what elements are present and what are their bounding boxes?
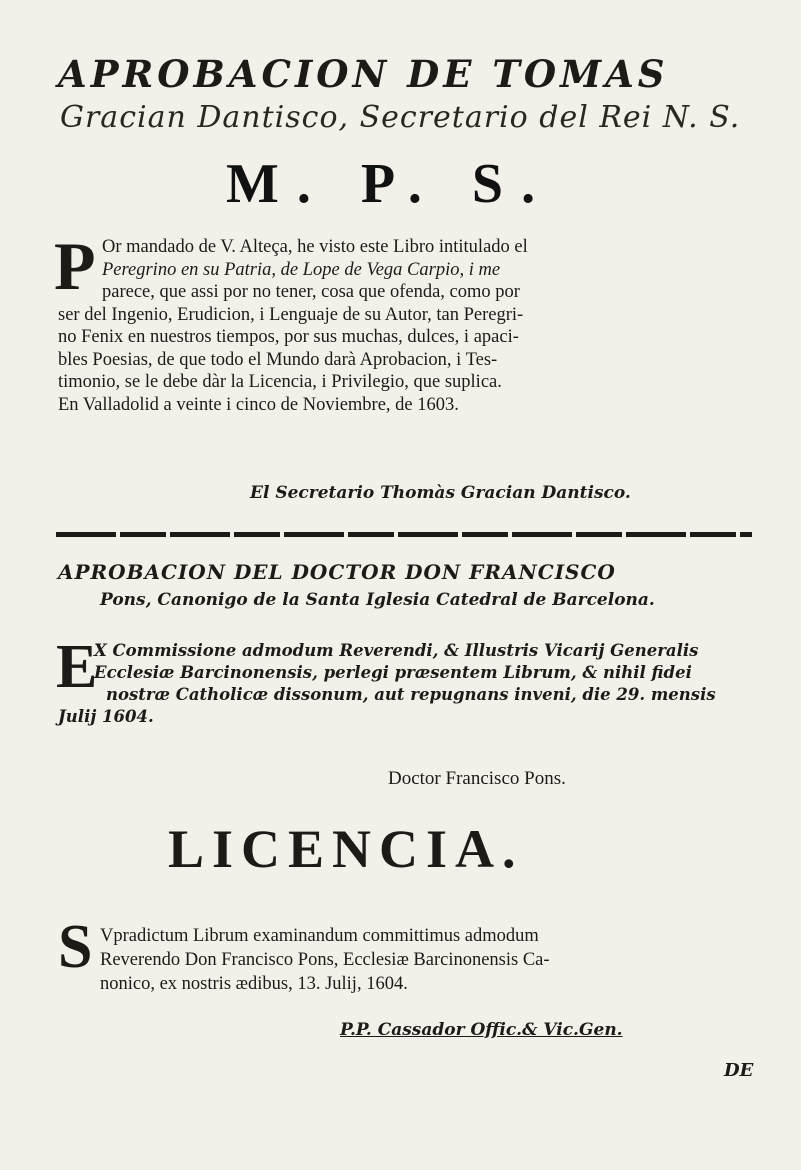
licencia-line: Vpradictum Librum examinandum committimus admodum <box>100 926 539 946</box>
approval1-line: En Valladolid a veinte i cinco de Noviembre, de 1603. <box>58 394 459 415</box>
approval2-line: nostræ Catholicæ dissonum, aut repugnans inveni, die 29. mensis <box>106 685 716 704</box>
licencia-signature: P.P. Cassador Offic.& Vic.Gen. <box>340 1020 623 1040</box>
licencia-body <box>100 924 550 996</box>
approval2-line: Ecclesiæ Barcinonensis, perlegi præsentem Librum, & nihil fidei <box>94 663 692 682</box>
title-line-3: M. P. S. <box>226 153 554 215</box>
licencia-line: nonico, ex nostris ædibus, 13. Julij, 1604. <box>100 974 408 994</box>
approval1-body <box>102 236 752 304</box>
approval2-line: Julij 1604. <box>58 707 154 726</box>
approval1-signature: El Secretario Thomàs Gracian Dantisco. <box>250 483 631 503</box>
approval1-line: Or mandado de V. Alteça, he visto este Libro intitulado el <box>102 237 528 257</box>
approval1-line: Peregrino en su Patria, de Lope de Vega Carpio, i me <box>102 259 501 280</box>
licencia-heading: LICENCIA. <box>168 819 524 879</box>
title-line-1: APROBACION DE TOMAS <box>58 52 669 96</box>
licencia-line: Reverendo Don Francisco Pons, Ecclesiæ Barcinonensis Ca- <box>100 950 550 970</box>
licencia-dropcap: S <box>58 913 93 981</box>
title-line-2: Gracian Dantisco, Secretario del Rei N. S. <box>60 100 741 135</box>
approval2-dropcap: E <box>56 633 98 701</box>
approval1-line: bles Poesias, de que todo el Mundo darà Aprobacion, i Tes- <box>58 349 498 370</box>
approval1-body-cont <box>58 304 752 417</box>
approval2-line: X Commissione admodum Reverendi, & Illustris Vicarij Generalis <box>94 641 699 660</box>
approval1-line: timonio, se le debe dàr la Licencia, i Privilegio, que suplica. <box>58 372 502 392</box>
approval1-line: ser del Ingenio, Erudicion, i Lenguaje de su Autor, tan Peregri- <box>58 304 524 325</box>
catchword: DE <box>724 1060 754 1081</box>
approval1-line: no Fenix en nuestros tiempos, por sus muchas, dulces, i apaci- <box>58 327 519 347</box>
divider-rule <box>56 532 752 537</box>
approval1-dropcap: P <box>54 228 96 304</box>
approval2-signature: Doctor Francisco Pons. <box>388 768 566 789</box>
approval1-line: parece, que assi por no tener, cosa que ofenda, como por <box>102 282 520 302</box>
approval2-body <box>58 640 716 728</box>
approval2-subheading: Pons, Canonigo de la Santa Iglesia Catedral de Barcelona. <box>100 590 655 610</box>
approval2-heading: APROBACION DEL DOCTOR DON FRANCISCO <box>58 560 616 584</box>
